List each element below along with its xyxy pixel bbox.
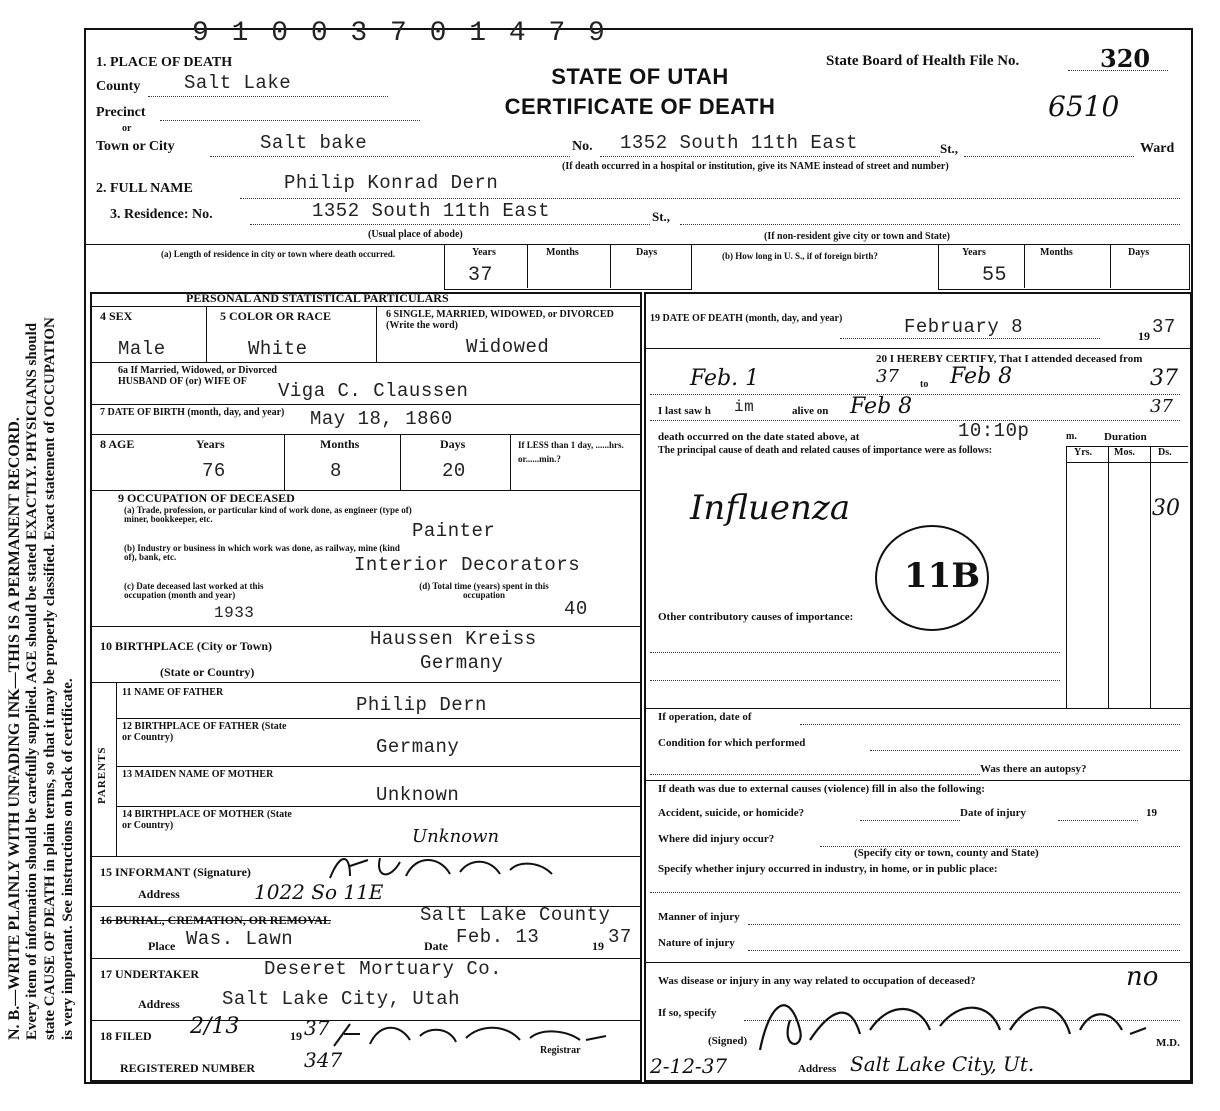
external-causes-label: If death was due to external causes (violence) fill in also the following:: [658, 783, 985, 795]
age-years-value: 76: [202, 460, 226, 482]
hand-number: 6510: [1048, 90, 1120, 123]
occupation-b-label: (b) Industry or business in which work was done, as railway, mine (kind of), bank, etc.: [124, 543, 400, 563]
duration-label: Duration: [1104, 431, 1147, 443]
filed-value: 2/13: [190, 1014, 240, 1039]
undertaker-label: 17 UNDERTAKER: [100, 967, 200, 981]
sex-label: 4 SEX: [100, 309, 133, 323]
birthplace-label: 10 BIRTHPLACE (City or Town): [100, 639, 273, 653]
age-years-label: Years: [196, 437, 225, 451]
physician-address-label: Address: [798, 1063, 837, 1075]
age-label: 8 AGE: [100, 437, 135, 451]
physician-address: Salt Lake City, Ut.: [850, 1052, 1035, 1076]
informant-address: 1022 So 11E: [254, 880, 384, 904]
undertaker-value: Deseret Mortuary Co.: [264, 958, 503, 980]
res-months-label: Months: [546, 247, 579, 258]
us-months-label: Months: [1040, 247, 1073, 258]
hospital-note: (If death occurred in a hospital or institution, give its NAME instead of street and number): [562, 161, 949, 172]
dod-label: 19 DATE OF DEATH (month, day, and year): [650, 313, 843, 324]
parents-label: PARENTS: [96, 746, 108, 804]
ds-label: Ds.: [1158, 447, 1172, 458]
classification-code: 11B: [904, 556, 981, 596]
operation-label: If operation, date of: [658, 711, 752, 723]
attended-from: Feb. 1: [690, 366, 760, 391]
age-days-label: Days: [440, 437, 466, 451]
md-label: M.D.: [1156, 1037, 1180, 1049]
precinct-label: Precinct: [96, 105, 146, 120]
specify-place-label: Specify whether injury occurred in industry, in home, or in public place:: [658, 863, 998, 875]
state-title: STATE OF UTAH: [551, 64, 729, 89]
accident-label: Accident, suicide, or homicide?: [658, 807, 805, 819]
age-months-label: Months: [320, 437, 360, 451]
other-causes-label: Other contributory causes of importance:: [658, 611, 854, 623]
m-label: m.: [1066, 431, 1077, 442]
specify-city-label: (Specify city or town, county and State): [854, 847, 1039, 859]
cause-of-death: Influenza: [690, 488, 851, 528]
town-value: Salt bake: [260, 132, 368, 154]
registrar-label: Registrar: [540, 1045, 581, 1056]
alive-label: alive on: [792, 405, 829, 417]
street-no-label: No.: [572, 139, 593, 154]
burial-date-label: Date: [424, 939, 448, 953]
place-of-death-label: 1. PLACE OF DEATH: [96, 55, 233, 70]
burial-place-value: Was. Lawn: [186, 928, 294, 950]
father-birthplace-value: Germany: [376, 736, 460, 758]
burial-label: 16 BURIAL, CREMATION, OR REMOVAL: [100, 913, 331, 927]
birthplace-state-label: (State or Country): [160, 665, 255, 679]
marital-label: 6 SINGLE, MARRIED, WIDOWED, or DIVORCED (Write the word): [386, 309, 614, 331]
certify-label: 20 I HEREBY CERTIFY, That I attended deceased from: [876, 353, 1143, 365]
side-note-line2: Every item of information should be carefully supplied. AGE should be stated EXACTLY. PHYSICIANS should: [24, 322, 40, 1040]
registered-number: 347: [304, 1048, 343, 1072]
attended-to-label: to: [920, 379, 929, 390]
usual-abode-note: (Usual place of abode): [368, 229, 463, 240]
filed-year: 37: [304, 1016, 330, 1040]
cause-label: The principal cause of death and related causes of importance were as follows:: [658, 445, 993, 456]
us-days-label: Days: [1128, 247, 1150, 258]
attended-to: Feb 8: [950, 364, 1013, 389]
st-label: St.,: [940, 141, 959, 156]
filed-label: 18 FILED: [100, 1029, 152, 1043]
informant-label: 15 INFORMANT (Signature): [100, 865, 251, 879]
occupation-a-label: (a) Trade, profession, or particular kind of work done, as engineer (type of) miner, bookkeeper, etc.: [124, 505, 412, 525]
personal-heading: PERSONAL AND STATISTICAL PARTICULARS: [186, 291, 449, 305]
full-name-label: 2. FULL NAME: [96, 181, 193, 196]
mother-label: 13 MAIDEN NAME OF MOTHER: [122, 769, 274, 780]
injury-date-label: Date of injury: [960, 807, 1026, 819]
physician-signature: [750, 990, 1150, 1060]
if-so-label: If so, specify: [658, 1007, 717, 1019]
nature-label: Nature of injury: [658, 937, 735, 949]
occupation-b-value: Interior Decorators: [354, 554, 581, 576]
informant-address-label: Address: [138, 887, 180, 901]
birthplace-city: Haussen Kreiss: [370, 628, 537, 650]
side-note-line4: is very important. See instructions on back of certificate.: [60, 678, 76, 1040]
occupation-c-label: (c) Date deceased last worked at this occupation (month and year): [124, 581, 264, 601]
occupation-related-label: Was disease or injury in any way related to occupation of deceased?: [658, 975, 976, 987]
residence-value: 1352 South 11th East: [312, 200, 551, 222]
undertaker-address: Salt Lake City, Utah: [222, 988, 461, 1010]
manner-label: Manner of injury: [658, 911, 740, 923]
or-label: or: [122, 123, 132, 134]
town-label: Town or City: [96, 139, 175, 154]
serial-number: 9 1 0 0 3 7 0 1 4 7 9: [192, 18, 608, 49]
burial-year-prefix: 19: [592, 939, 604, 953]
us-length-label: (b) How long in U. S., if of foreign birth?: [722, 251, 878, 261]
res-years-value: 37: [468, 264, 494, 287]
dod-year: 37: [1152, 316, 1176, 338]
last-saw-him: im: [734, 398, 755, 416]
condition-label: Condition for which performed: [658, 737, 806, 749]
father-value: Philip Dern: [356, 694, 487, 716]
less-than-day-label: If LESS than 1 day, ......hrs. or......min.?: [518, 440, 624, 465]
occupation-related-value: no: [1126, 962, 1159, 992]
age-months-value: 8: [330, 460, 342, 482]
attended-to-year: 37: [1150, 366, 1178, 391]
res-years-label: Years: [472, 247, 496, 258]
dob-label: 7 DATE OF BIRTH (month, day, and year): [100, 407, 285, 418]
dob-value: May 18, 1860: [310, 408, 453, 430]
side-note-line1: N. B.—WRITE PLAINLY WITH UNFADING INK—THIS IS A PERMANENT RECORD.: [6, 417, 23, 1040]
spouse-label: 6a If Married, Widowed, or Divorced HUSBAND OF (or) WIFE OF: [118, 365, 277, 387]
county-value: Salt Lake: [184, 72, 292, 94]
nonresident-note: (If non-resident give city or town and State): [764, 231, 951, 242]
full-name-value: Philip Konrad Dern: [284, 172, 499, 194]
sex-value: Male: [118, 338, 166, 360]
father-label: 11 NAME OF FATHER: [122, 687, 224, 698]
burial-date-value: Feb. 13: [456, 926, 540, 948]
color-value: White: [248, 338, 308, 360]
file-no-label: State Board of Health File No.: [826, 53, 1020, 69]
mos-label: Mos.: [1114, 447, 1135, 458]
dod-year-prefix: 19: [1138, 329, 1150, 343]
spouse-value: Viga C. Claussen: [278, 380, 469, 402]
occupation-a-value: Painter: [412, 520, 496, 542]
ward-label: Ward: [1140, 141, 1175, 156]
length-residence-label: (a) Length of residence in city or town where death occurred.: [160, 249, 396, 259]
occupation-d-label: (d) Total time (years) spent in this occupation: [419, 581, 549, 601]
file-no: 320: [1100, 44, 1151, 73]
mother-value: Unknown: [376, 784, 460, 806]
res-days-label: Days: [636, 247, 658, 258]
alive-year: 37: [1150, 396, 1173, 417]
medical-panel: [644, 292, 1192, 1082]
marital-value: Widowed: [466, 336, 550, 358]
attended-from-year: 37: [876, 366, 899, 387]
color-label: 5 COLOR OR RACE: [220, 309, 332, 323]
certificate-title: CERTIFICATE OF DEATH: [504, 94, 776, 119]
residence-label: 3. Residence: No.: [110, 207, 213, 222]
occupation-c-value: 1933: [214, 604, 255, 622]
injury-year-prefix: 19: [1146, 807, 1157, 819]
occurred-label: death occurred on the date stated above, at: [658, 431, 860, 443]
injury-where-label: Where did injury occur?: [658, 833, 775, 845]
age-days-value: 20: [442, 460, 466, 482]
mother-birthplace-value: Unknown: [412, 826, 500, 847]
death-time: 10:10p: [958, 420, 1030, 442]
birthplace-country: Germany: [420, 652, 504, 674]
us-years-label: Years: [962, 247, 986, 258]
undertaker-address-label: Address: [138, 997, 180, 1011]
father-birthplace-label: 12 BIRTHPLACE OF FATHER (State or Country): [122, 721, 287, 743]
street-value: 1352 South 11th East: [620, 132, 859, 154]
filed-year-prefix: 19: [290, 1029, 302, 1043]
cause-duration-days: 30: [1152, 496, 1180, 521]
last-saw-label: I last saw h: [658, 405, 711, 417]
us-years-value: 55: [982, 264, 1008, 287]
residence-st-label: St.,: [652, 209, 671, 224]
occupation-label: 9 OCCUPATION OF DECEASED: [118, 491, 295, 505]
burial-value: Salt Lake County: [420, 904, 611, 926]
county-label: County: [96, 79, 141, 94]
burial-place-label: Place: [148, 939, 176, 953]
signed-date: 2-12-37: [650, 1054, 728, 1078]
registered-number-label: REGISTERED NUMBER: [120, 1061, 256, 1075]
mother-birthplace-label: 14 BIRTHPLACE OF MOTHER (State or Country): [122, 809, 292, 831]
occupation-d-value: 40: [564, 598, 588, 620]
dod-value: February 8: [904, 316, 1024, 338]
signed-label: (Signed): [708, 1035, 748, 1047]
alive-on: Feb 8: [850, 394, 913, 419]
autopsy-label: Was there an autopsy?: [980, 763, 1087, 775]
side-note-line3: state CAUSE OF DEATH in plain terms, so that it may be properly classified. Exact statement of OCCUPATION: [42, 317, 58, 1040]
burial-year: 37: [608, 926, 632, 948]
yrs-label: Yrs.: [1074, 447, 1093, 458]
